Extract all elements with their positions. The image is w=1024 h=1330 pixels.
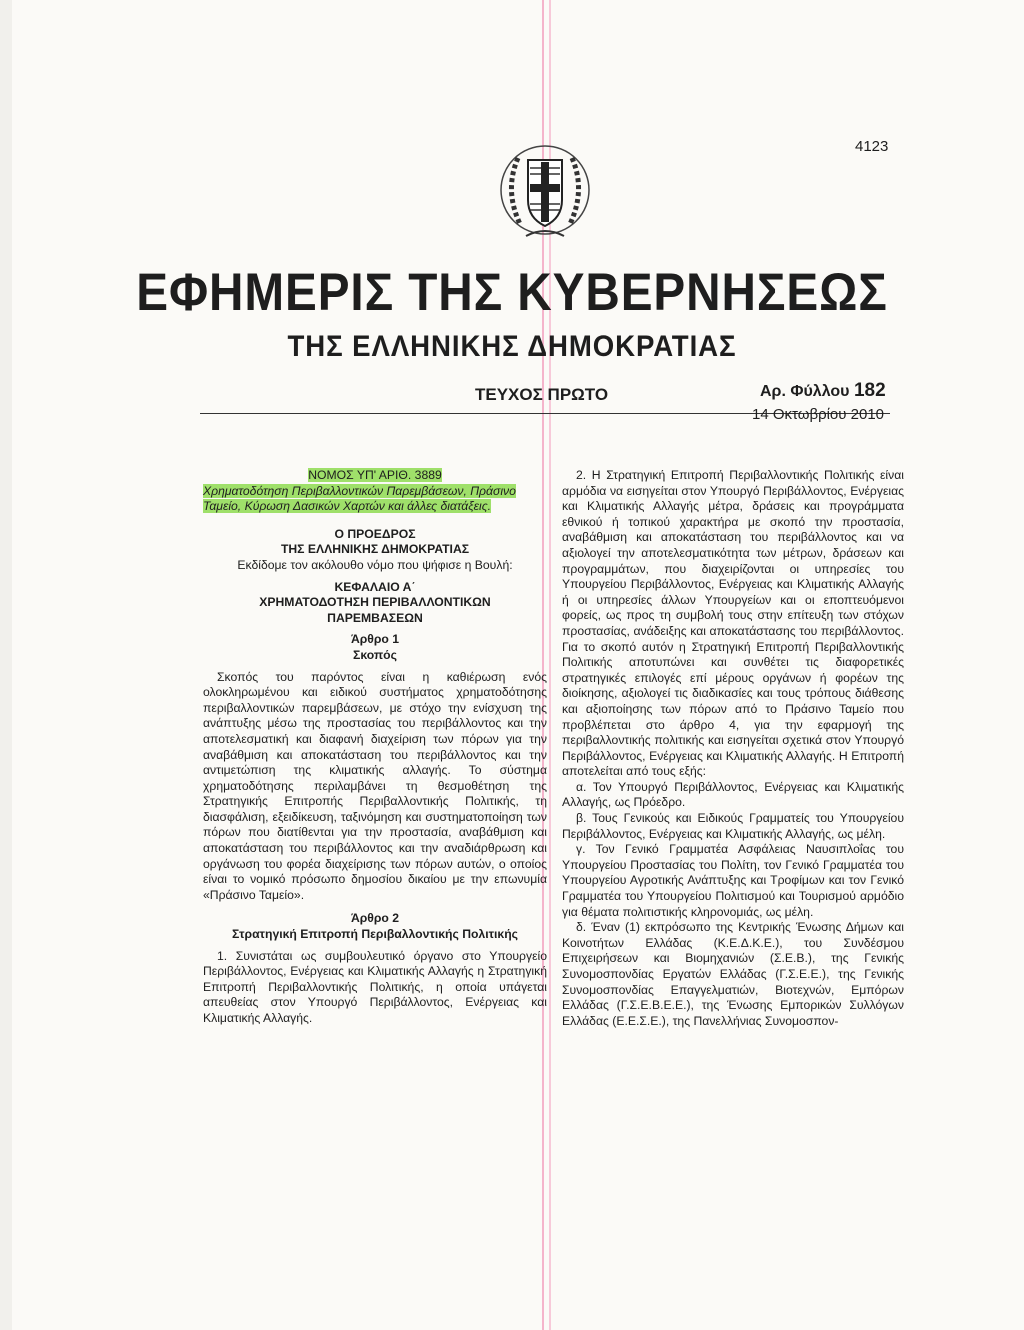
- article1-heading: Σκοπός: [353, 647, 397, 662]
- sheet-label: Αρ. Φύλλου: [760, 383, 850, 400]
- member-item-b: β. Τους Γενικούς και Ειδικούς Γραμματείς του Υπουργείου Περιβάλλοντος, Ενέργειας και Κλιματικής Αλλαγής, ως μέλη.: [562, 811, 904, 841]
- issue-label: ΤΕΥΧΟΣ ΠΡΩΤΟ: [475, 385, 609, 404]
- sheet-number-value: 182: [853, 380, 886, 401]
- greek-coat-of-arms-icon: [490, 138, 600, 248]
- masthead-title: ΕΦΗΜΕΡΙΣ ΤΗΣ ΚΥΒΕΡΝΗΣΕΩΣ: [136, 263, 888, 322]
- chapter-title: ΚΕΦΑΛΑΙΟ Α΄: [334, 579, 416, 594]
- member-item-c: γ. Τον Γενικό Γραμματέα Ασφάλειας Ναυσιπλοΐας του Υπουργείου Προστασίας του Πολίτη, τον Γενικό Γραμματέα του Υπουργείου Αγροτικής Ανάπτυξης και Τροφίμων και τον Γενικό Γραμματέα του Υπουργείου Πολιτισμού και Τουρισμού αρμόδιο για θέματα πολιτιστικής κληρονομιάς, ως μέλη.: [562, 842, 904, 919]
- article2-paragraph2: 2. Η Στρατηγική Επιτροπή Περιβαλλοντικής Πολιτικής είναι αρμόδια να εισηγείται στον Υπουργό Περιβάλλοντος, Ενέργειας και Κλιματικής Αλλαγής μέτρα, δράσεις και προγράμματα εθνικού ή τοπικού χαρακτήρα με σκοπό την προστασία, αναβάθμιση και αποκατάσταση του περιβάλλοντος και να αξιολογεί την αποτελεσματικότητα των μέτρων, δράσεων και προγραμμάτων, που διαχειρίζονται οι υπηρεσίες του Υπουργείου Περιβάλλοντος, Ενέργειας και Κλιματικής Αλλαγής ή οι υπηρεσίες άλλων Υπουργείων και οι εποπτευόμενοι φορείς, ως προς τη συμβολή τους στην επίτευξη των στόχων προστασίας, ανάδειξης και αποκατάστασης του περιβάλλοντος. Για το σκοπό αυτόν η Στρατηγική Επιτροπή Περιβαλλοντικής Πολιτικής αποτυπώνει και συνθέτει τις διαφορετικές στρατηγικές επιλογές επί μέρους οργάνων ή φορέων της διοίκησης, αξιολογεί τις διαδικασίες και τους τρόπους διάθεσης και αξιοποίησης των πόρων από το Πράσινο Ταμείο που προβλέπεται στο άρθρο 4, για την εφαρμογή της περιβαλλοντικής πολιτικής και εισηγείται σχετικά στον Υπουργό Περιβάλλοντος, Ενέργειας και Κλιματικής Αλλαγής. Η Επιτροπή αποτελείται από τους εξής:: [562, 468, 904, 779]
- member-item-a: α. Τον Υπουργό Περιβάλλοντος, Ενέργειας και Κλιματικής Αλλαγής, ως Πρόεδρο.: [562, 779, 904, 810]
- enactment-intro: Εκδίδομε τον ακόλουθο νόμο που ψήφισε η Βουλή:: [237, 557, 513, 572]
- member-item-d: δ. Έναν (1) εκπρόσωπο της Κεντρικής Ένωσης Δήμων και Κοινοτήτων Ελλάδας (Κ.Ε.Δ.Κ.Ε.), του Συνδέσμου Επιχειρήσεων και Βιομηχανιών (Σ.Ε.Β.), της Γενικής Συνομοσπονδίας Εργατών Ελλάδας (Γ.Σ.Ε.Ε.), της Γενικής Συνομοσπονδίας Επαγγελματιών, Βιοτεχνών, Εμπόρων Ελλάδας (Γ.Σ.Ε.Β.Ε.Ε.), της Ένωσης Εμπορικών Συλλόγων Ελλάδας (Ε.Ε.Σ.Ε.), της Πανελλήνιας Συνομοσπον-: [562, 920, 904, 1028]
- chapter-subtitle: ΧΡΗΜΑΤΟΔΟΤΗΣΗ ΠΕΡΙΒΑΛΛΟΝΤΙΚΩΝ ΠΑΡΕΜΒΑΣΕΩΝ: [259, 595, 491, 625]
- masthead-subtitle: ΤΗΣ ΕΛΛΗΝΙΚΗΣ ΔΗΜΟΚΡΑΤΙΑΣ: [287, 330, 737, 363]
- right-column: [562, 468, 904, 1029]
- president-line1: Ο ΠΡΟΕΔΡΟΣ: [334, 526, 416, 541]
- sheet-number: [760, 380, 886, 402]
- law-subject: Χρηματοδότηση Περιβαλλοντικών Παρεμβάσεων, Πράσινο Ταμείο, Κύρωση Δασικών Χαρτών και άλλες διατάξεις.: [203, 483, 516, 514]
- page-number: 4123: [855, 138, 889, 155]
- article2-title: Άρθρο 2: [350, 911, 400, 926]
- article1-text: Σκοπός του παρόντος είναι η καθιέρωση ενός ολοκληρωμένου και ειδικού συστήματος χρηματοδότησης περιβαλλοντικών παρεμβάσεων, με στόχο την ενίσχυση της ανάπτυξης μέσω της προστασίας του περιβάλλοντος και την αποτελεσματική και διαφανή διαχείριση των πόρων για την αναβάθμιση και αποκατάσταση του περιβάλλοντος και την αντιμετώπιση της κλιματικής αλλαγής. Το σύστημα χρηματοδότησης περιλαμβάνει τη θεσμοθέτηση της Στρατηγικής Επιτροπής Περιβαλλοντικής Πολιτικής, τη διασφάλιση, εξειδίκευση, ταξινόμηση και συστηματοποίηση των πόρων που διατίθενται για την προστασία, αναβάθμιση και αποκατάσταση του περιβάλλοντος και την αναδιάρθρωση και οργάνωση του φορέα διαχείρισης των πόρων αυτών, ο οποίος είναι το νομικό πρόσωπο δημοσίου δικαίου με την επωνυμία «Πράσινο Ταμείο».: [203, 669, 547, 902]
- issue-date: 14 Οκτωβρίου 2010: [752, 406, 885, 423]
- law-number: ΝΟΜΟΣ ΥΠ' ΑΡΙΘ. 3889: [308, 468, 442, 482]
- binder-edge: [0, 0, 12, 1330]
- president-line2: ΤΗΣ ΕΛΛΗΝΙΚΗΣ ΔΗΜΟΚΡΑΤΙΑΣ: [280, 542, 470, 557]
- article1-title: Άρθρο 1: [350, 632, 400, 647]
- article2-heading: Στρατηγική Επιτροπή Περιβαλλοντικής Πολιτικής: [231, 927, 519, 942]
- article2-paragraph1: 1. Συνιστάται ως συμβουλευτικό όργανο στο Υπουργείο Περιβάλλοντος, Ενέργειας και Κλιματικής Αλλαγής η Στρατηγική Επιτροπή Περιβαλλοντικής Πολιτικής, η οποία υπάγεται απευθείας στον Υπουργό Περιβάλλοντος, Ενέργειας και Κλιματικής Αλλαγής.: [203, 948, 547, 1025]
- left-column: [203, 468, 547, 1027]
